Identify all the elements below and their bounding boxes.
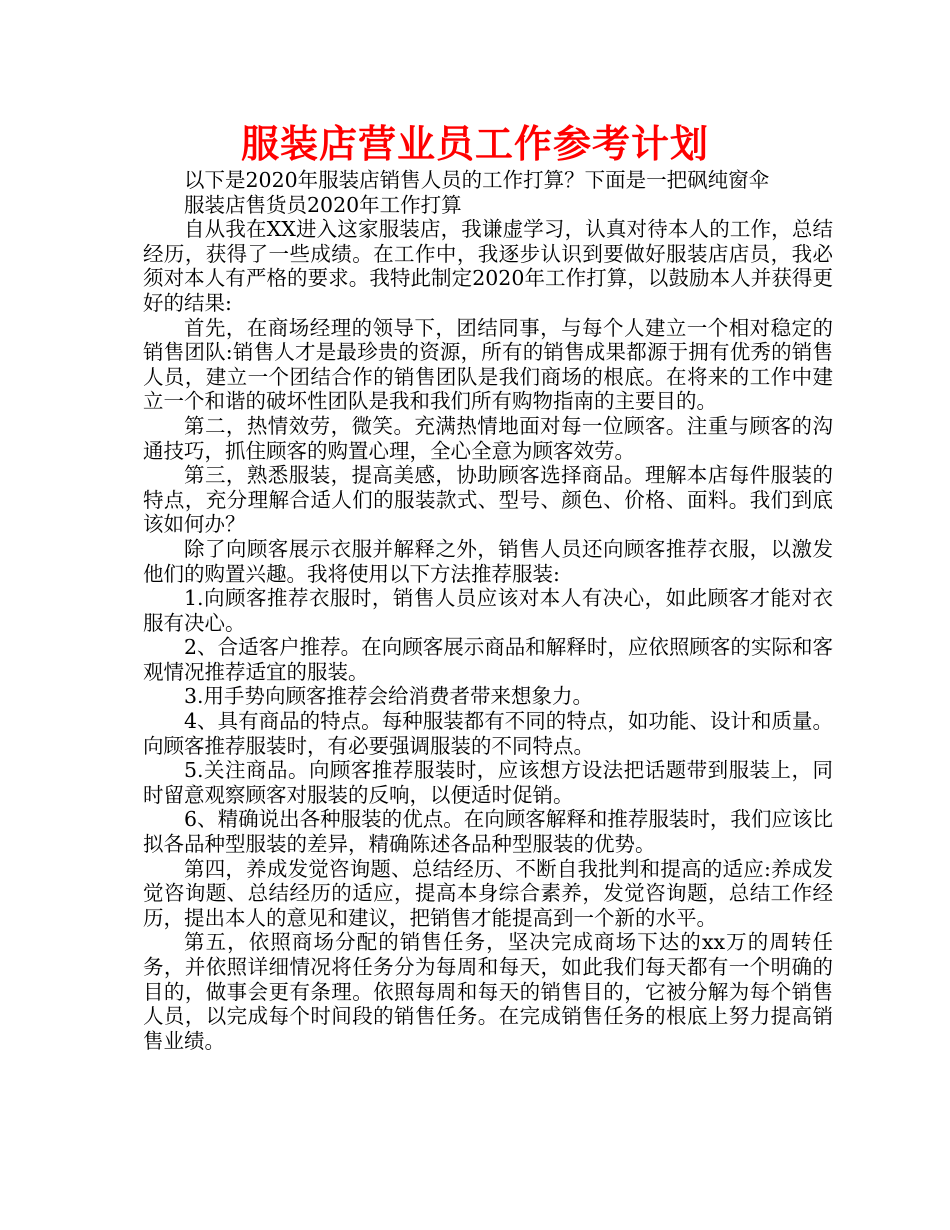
paragraph-background: 自从我在XX进入这家服装店，我谦虚学习，认真对待本人的工作，总结经历，获得了一些成绩。在工作中，我逐步认识到要做好服装店店员，我必须对本人有严格的要求。我特此制定2020年工作打算，以鼓励本人并获得更好的结果: [143, 217, 833, 315]
paragraph-method-1: 1.向顾客推荐衣服时，销售人员应该对本人有决心，如此顾客才能对衣服有决心。 [143, 586, 833, 635]
paragraph-method-3: 3.用手势向顾客推荐会给消费者带来想象力。 [184, 684, 594, 709]
paragraph-method-4: 4、具有商品的特点。每种服装都有不同的特点，如功能、设计和质量。向顾客推荐服装时，有必要强调服装的不同特点。 [143, 709, 833, 758]
paragraph-second: 第二，热情效劳，微笑。充满热情地面对每一位顾客。注重与顾客的沟通技巧，抓住顾客的购置心理，全心全意为顾客效劳。 [143, 413, 833, 463]
document-title: 服装店营业员工作参考计划 [240, 121, 709, 166]
paragraph-third: 第三，熟悉服装，提高美感，协助顾客选择商品。理解本店每件服装的特点，充分理解合适人们的服装款式、型号、颜色、价格、面料。我们到底该如何办？ [143, 463, 833, 537]
paragraph-intro: 以下是2020年服装店销售人员的工作打算？下面是一把砜纯窗伞 [184, 168, 770, 192]
paragraph-methods-intro: 除了向顾客展示衣服并解释之外，销售人员还向顾客推荐衣服，以激发他们的购置兴趣。我将使用以下方法推荐服装: [143, 536, 833, 586]
paragraph-fifth: 第五，依照商场分配的销售任务，坚决完成商场下达的xx万的周转任务，并依照详细情况将任务分为每周和每天，如此我们每天都有一个明确的目的，做事会更有条理。依照每周和每天的销售目的，它被分解为每个销售人员，以完成每个时间段的销售任务。在完成销售任务的根底上努力提高销售业绩。 [143, 930, 833, 1053]
paragraph-first: 首先，在商场经理的领导下，团结同事，与每个人建立一个相对稳定的销售团队:销售人才是最珍贵的资源，所有的销售成果都源于拥有优秀的销售人员，建立一个团结合作的销售团队是我们商场的根底。在将来的工作中建立一个和谐的破坏性团队是我和我们所有购物指南的主要目的。 [143, 315, 833, 414]
paragraph-method-5: 5.关注商品。向顾客推荐服装时，应该想方设法把话题带到服装上，同时留意观察顾客对服装的反响，以便适时促销。 [143, 758, 833, 807]
paragraph-fourth: 第四，养成发觉咨询题、总结经历、不断自我批判和提高的适应:养成发觉咨询题、总结经历的适应，提高本身综合素养，发觉咨询题，总结工作经历，提出本人的意见和建议，把销售才能提高到一个新的水平。 [143, 856, 833, 930]
document-body [143, 168, 833, 1053]
paragraph-method-6: 6、精确说出各种服装的优点。在向顾客解释和推荐服装时，我们应该比拟各品种型服装的差异，精确陈述各品种型服装的优势。 [143, 807, 833, 857]
paragraph-method-2: 2、合适客户推荐。在向顾客展示商品和解释时，应依照顾客的实际和客观情况推荐适宜的服装。 [143, 635, 833, 684]
paragraph-subtitle: 服装店售货员2020年工作打算 [184, 192, 462, 217]
